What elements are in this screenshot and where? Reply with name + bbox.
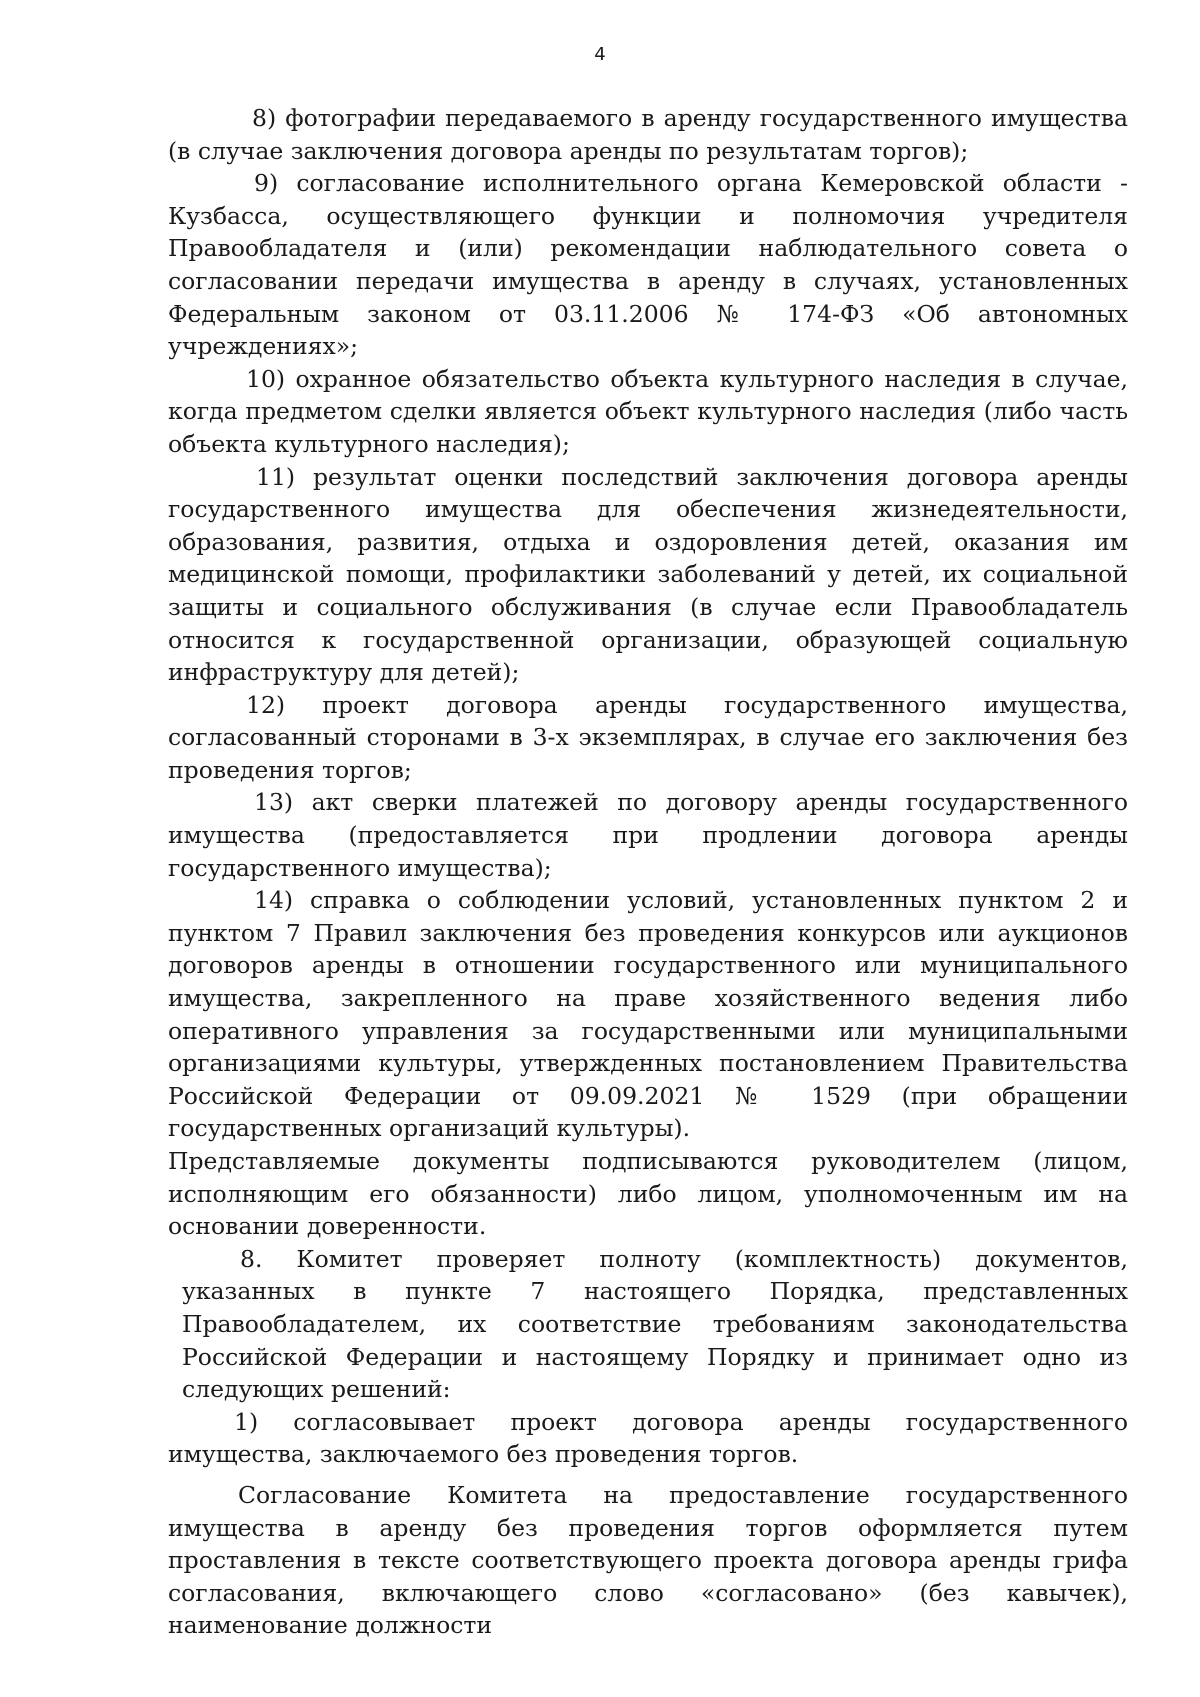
paragraph-item-10: 10) охранное обязательство объекта культурного наследия в случае, когда предметом сделки является объект культурного наследия (либо часть объекта культурного наследия); xyxy=(168,364,1128,458)
paragraph-item-13: 13) акт сверки платежей по договору аренды государственного имущества (предоставляется при продлении договора аренды государственного имущества); xyxy=(168,788,1128,882)
paragraph-clause-8: 8. Комитет проверяет полноту (комплектность) документов, указанных в пункте 7 настоящего Порядка, представленных Правообладателем, их соответствие требованиям законодательства Российской Федерации и настоящему Порядку и принимает одно из следующих решений: xyxy=(182,1244,1128,1404)
paragraph-item-14: 14) справка о соблюдении условий, установленных пунктом 2 и пунктом 7 Правил заключения без проведения конкурсов или аукционов договоров аренды в отношении государственного или муниципального имущества, закрепленного на праве хозяйственного ведения либо оперативного управления за государственными или муниципальными организациями культуры, утвержденных постановлением Правительства Российской Федерации от 09.09.2021 № 1529 (при обращении государственных организаций культуры). xyxy=(168,886,1128,1143)
paragraph-item-11: 11) результат оценки последствий заключения договора аренды государственного имущества для обеспечения жизнедеятельности, образования, развития, отдыха и оздоровления детей, оказания им медицинской помощи, профилактики заболеваний у детей, их социальной защиты и социального обслуживания (в случае если Правообладатель относится к государственной организации, образующей социальную инфраструктуру для детей); xyxy=(168,462,1128,687)
paragraph-item-8: 8) фотографии передаваемого в аренду государственного имущества (в случае заключения договора аренды по результатам торгов); xyxy=(168,104,1128,165)
paragraph-signature-note: Представляемые документы подписываются руководителем (лицом, исполняющим его обязанности) либо лицом, уполномоченным им на основании доверенности. xyxy=(168,1147,1128,1241)
paragraph-item-12: 12) проект договора аренды государственного имущества, согласованный сторонами в 3-х экземплярах, в случае его заключения без проведения торгов; xyxy=(168,690,1128,784)
paragraph-approval: Согласование Комитета на предоставление государственного имущества в аренду без проведения торгов оформляется путем проставления в тексте соответствующего проекта договора аренды грифа согласования, включающего слово «согласовано» (без кавычек), наименование должности xyxy=(168,1480,1128,1640)
paragraph-item-9: 9) согласование исполнительного органа Кемеровской области - Кузбасса, осуществляющего функции и полномочия учредителя Правообладателя и (или) рекомендации наблюдательного совета о согласовании передачи имущества в аренду в случаях, установленных Федеральным законом от 03.11.2006 № 174-ФЗ «Об автономных учреждениях»; xyxy=(168,169,1128,361)
paragraph-decision-1: 1) согласовывает проект договора аренды государственного имущества, заключаемого без проведения торгов. xyxy=(168,1407,1128,1469)
page-number: 4 xyxy=(594,44,606,65)
document-body xyxy=(168,102,1128,1642)
